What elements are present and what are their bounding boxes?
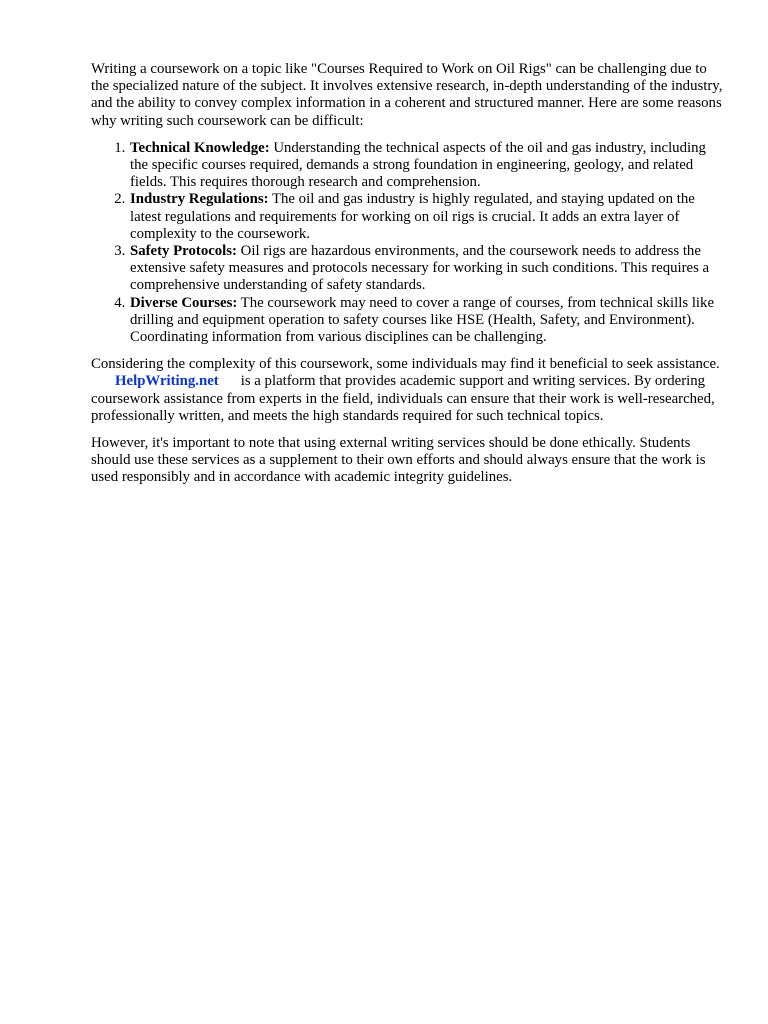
reason-term: Industry Regulations: (130, 191, 269, 208)
reason-text: Understanding the technical aspects of the oil and gas industry, including the specific courses required, demands a strong foundation in engineering, geology, and related fields. This requires thorough research and comprehension. (130, 139, 706, 191)
reason-text: Oil rigs are hazardous environments, and the coursework needs to address the extensive safety measures and protocols necessary for working in such conditions. This requires a comprehensive understanding of safety standards. (130, 243, 710, 294)
reason-term: Safety Protocols: (130, 243, 237, 260)
reason-text: The oil and gas industry is highly regulated, and staying updated on the latest regulations and requirements for working on oil rigs is crucial. It adds an extra layer of complexity to the coursework. (130, 191, 695, 242)
list-item (129, 140, 724, 192)
assistance-text-before: Considering the complexity of this coursework, some individuals may find it beneficial to seek assistance. (91, 356, 720, 373)
assistance-paragraph (91, 356, 724, 425)
list-item (129, 243, 724, 295)
reason-term: Technical Knowledge: (130, 139, 270, 156)
list-item (129, 191, 724, 243)
list-item (129, 295, 724, 347)
ethics-paragraph: However, it's important to note that using external writing services should be done ethically. Students should use these services as a supplement to their own efforts and should always ensure that the work is used responsibly and in accordance with academic integrity guidelines. (91, 435, 706, 486)
assistance-text-after: is a platform that provides academic support and writing services. By ordering coursework assistance from experts in the field, individuals can ensure that their work is well-researched, professionally written, and meets the high standards required for such technical topics. (91, 373, 715, 424)
reason-term: Diverse Courses: (130, 294, 238, 311)
reason-text: The coursework may need to cover a range of courses, from technical skills like drilling and equipment operation to safety courses like HSE (Health, Safety, and Environment). Coordinating information from various disciplines can be challenging. (130, 294, 715, 346)
helpwriting-link[interactable]: HelpWriting.net (115, 373, 219, 390)
intro-paragraph: Writing a coursework on a topic like "Courses Required to Work on Oil Rigs" can be challenging due to the specialized nature of the subject. It involves extensive research, in-depth understanding of the industry, and the ability to convey complex information in a coherent and structured manner. Here are some reasons why writing such coursework can be difficult: (91, 61, 723, 129)
reasons-list (91, 140, 724, 346)
